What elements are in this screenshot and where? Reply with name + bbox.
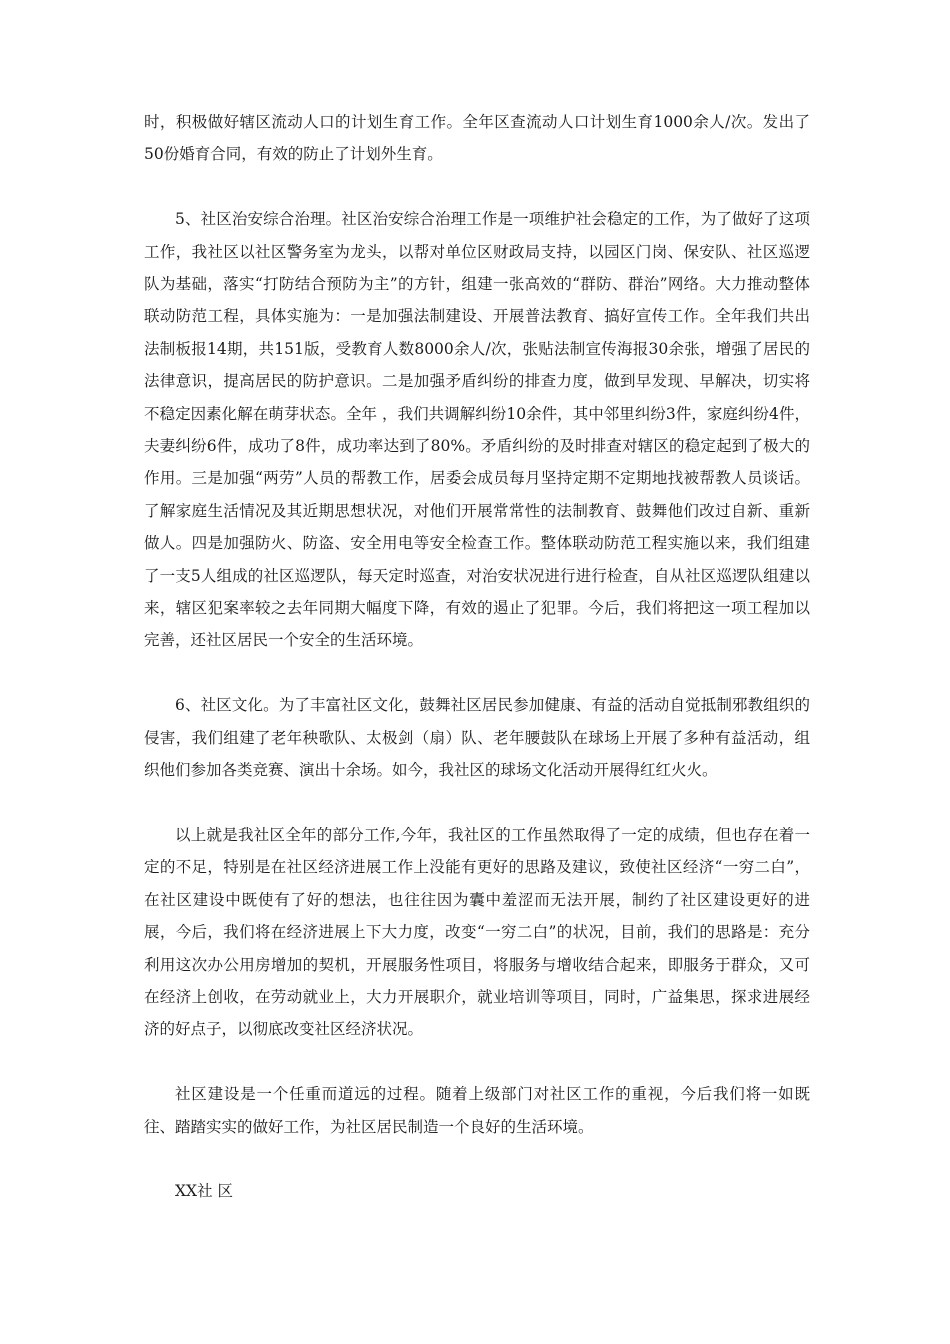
signature: XX社 区: [175, 1182, 233, 1201]
paragraph-summary: 以上就是我社区全年的部分工作,今年，我社区的工作虽然取得了一定的成绩，但也存在着一定的不足，特别是在社区经济进展工作上没能有更好的思路及建议，致使社区经济“一穷二白”，在社区建设中既使有了好的想法，也往往因为囊中羞涩而无法开展，制约了社区建设更好的进展，今后，我们将在经济进展上下大力度，改变“一穷二白”的状况，目前，我们的思路是：充分利用这次办公用房增加的契机，开展服务性项目，将服务与增收结合起来，即服务于群众，又可在经济上创收，在劳动就业上，大力开展职介，就业培训等项目，同时，广益集思，探求进展经济的好点子，以彻底改变社区经济状况。: [144, 825, 810, 1039]
paragraph-community-culture: 6、社区文化。为了丰富社区文化，鼓舞社区居民参加健康、有益的活动自觉抵制邪教组织的侵害，我们组建了老年秧歌队、太极剑（扇）队、老年腰鼓队在球场上开展了多种有益活动，组织他们参加各类竞赛、演出十余场。如今，我社区的球场文化活动开展得红红火火。: [144, 696, 810, 780]
paragraph-public-security: 5、社区治安综合治理。社区治安综合治理工作是一项维护社会稳定的工作，为了做好了这项工作，我社区以社区警务室为龙头，以帮对单位区财政局支持，以园区门岗、保安队、社区巡逻队为基础，落实“打防结合预防为主”的方针，组建一张高效的“群防、群治”网络。大力推动整体联动防范工程，具体实施为：一是加强法制建设、开展普法教育、搞好宣传工作。全年我们共出法制板报14期，共151版，受教育人数8000余人/次，张贴法制宣传海报30余张，增强了居民的法律意识，提高居民的防护意识。二是加强矛盾纠纷的排查力度，做到早发现、早解决，切实将不稳定因素化解在萌芽状态。全年 ，我们共调解纠纷10余件，其中邻里纠纷3件，家庭纠纷4件，夫妻纠纷6件，成功了8件，成功率达到了80%。矛盾纠纷的及时排查对辖区的稳定起到了极大的作用。三是加强“两劳”人员的帮教工作，居委会成员每月坚持定期不定期地找被帮教人员谈话。了解家庭生活情况及其近期思想状况，对他们开展常常性的法制教育、鼓舞他们改过自新、重新做人。四是加强防火、防盗、安全用电等安全检查工作。整体联动防范工程实施以来，我们组建了一支5人组成的社区巡逻队，每天定时巡查，对治安状况进行进行检查，自从社区巡逻队组建以来，辖区犯案率较之去年同期大幅度下降，有效的遏止了犯罪。今后，我们将把这一项工程加以完善，还社区居民一个安全的生活环境。: [144, 210, 810, 650]
paragraph-family-planning: 时，积极做好辖区流动人口的计划生育工作。全年区查流动人口计划生育1000余人/次。发出了50份婚育合同，有效的防止了计划外生育。: [144, 113, 810, 164]
paragraph-conclusion: 社区建设是一个任重而道远的过程。随着上级部门对社区工作的重视，今后我们将一如既往、踏踏实实的做好工作，为社区居民制造一个良好的生活环境。: [144, 1085, 810, 1136]
document-body: [144, 106, 810, 1208]
